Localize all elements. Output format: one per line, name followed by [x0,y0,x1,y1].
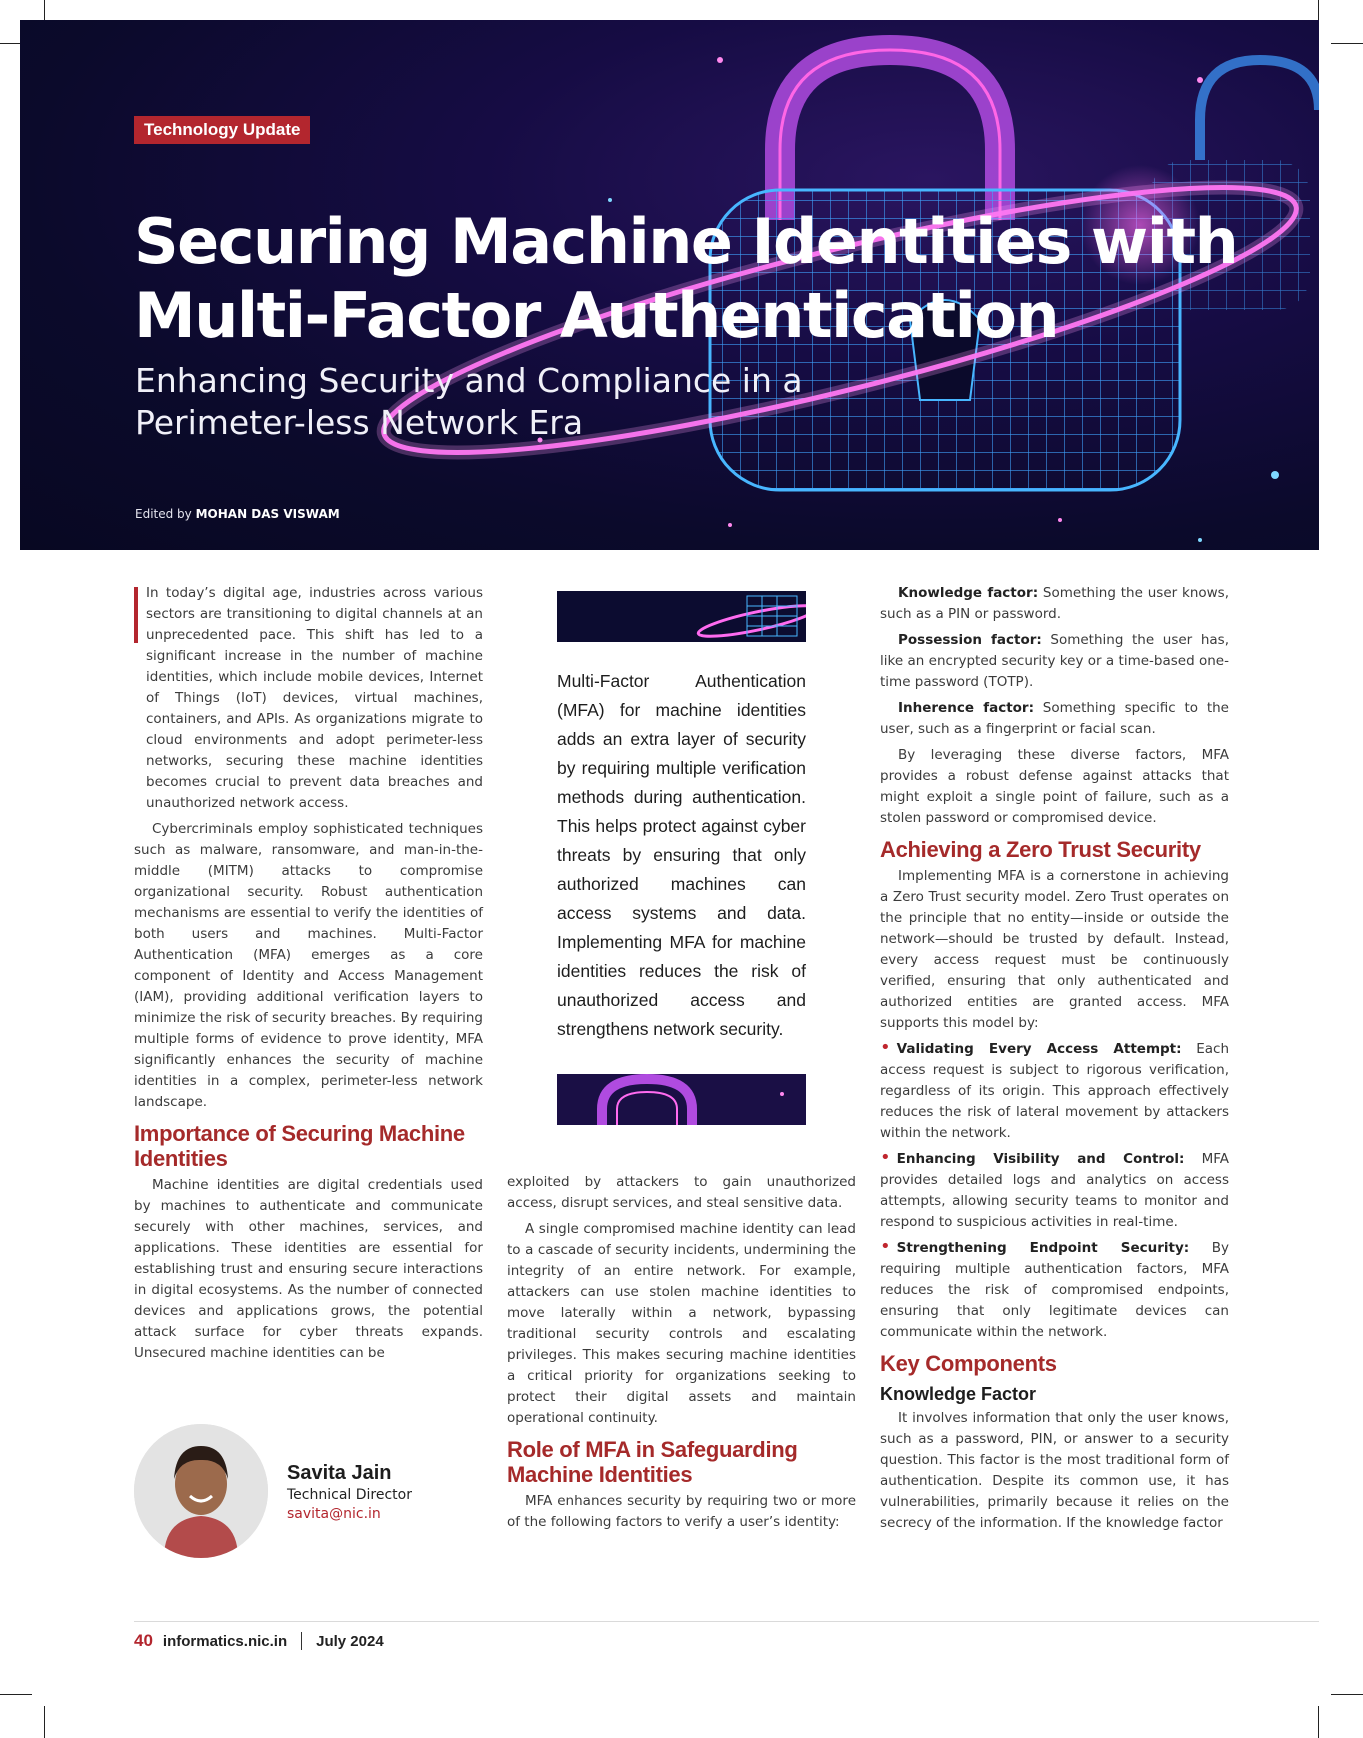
author-role: Technical Director [287,1487,412,1503]
paragraph: exploited by attackers to gain unauthorized access, disrupt services, and steal sensitive data. [507,1174,856,1211]
column-1 [134,583,483,1369]
issue-date: July 2024 [316,1633,384,1650]
hero-banner [20,20,1319,550]
page-subtitle: Enhancing Security and Compliance in a Perimeter-less Network Era [135,361,803,442]
paragraph: By leveraging these diverse factors, MFA provides a robust defense against attacks that might exploit a single point of failure, such as a stolen password or compromised device. [880,747,1229,826]
bullet-item: • Validating Every Access Attempt: Each access request is subject to rigorous verification, regardless of its origin. This approach effectively reduces the risk of lateral movement by attackers within the network. [880,1037,1229,1141]
dropcap-bar [134,587,138,643]
factor-knowledge: Knowledge factor: Something the user knows, such as a PIN or password. [880,585,1229,622]
paragraph: It involves information that only the user knows, such as a password, PIN, or answer to a security question. This factor is the most traditional form of authentication. Despite its common use, it has vulnerabilities, primarily because it relies on the secrecy of the information. If the knowledge factor [880,1410,1229,1531]
paragraph: MFA enhances security by requiring two or more of the following factors to verify a user’s identity: [507,1493,856,1530]
paragraph: Cybercriminals employ sophisticated techniques such as malware, ransomware, and man-in-the-middle (MITM) attacks to compromise organizational security. Robust authentication mechanisms are essential to verify the identities of both users and machines. Multi-Factor Authentication (MFA) emerges as a core component of Identity and Access Management (IAM), providing additional verification layers to minimize the risk of security breaches. By requiring multiple forms of evidence to prove identity, MFA significantly enhances the security of machine identities in a complex, perimeter-less network landscape. [134,821,483,1110]
bullet-icon: • [880,1147,891,1168]
section-heading-key-components: Key Components [880,1351,1057,1376]
footer-divider [134,1621,1319,1622]
paragraph: Implementing MFA is a cornerstone in achieving a Zero Trust security model. Zero Trust operates on the principle that no entity—inside or outside the network—should be trusted by default. Instead, every access request must be continuously verified, ensuring that only authenticated and authorized entities are granted access. MFA supports this model by: [880,868,1229,1031]
pull-quote: Multi-Factor Authentication (MFA) for machine identities adds an extra layer of security by requiring multiple verification methods during authentication. This helps protect against cyber threats by ensuring that only authorized machines can access systems and data. Implementing MFA for machine identities reduces the risk of unauthorized access and strengthens network security. [557,671,806,1039]
avatar [134,1424,268,1558]
edited-by-label: Edited by [135,507,192,521]
paragraph: A single compromised machine identity can lead to a cascade of security incidents, undermining the integrity of an entire network. For example, attackers can use stolen machine identities to move laterally within a network, bypassing traditional security controls and escalating privileges. This makes securing machine identities a critical priority for organizations seeking to protect their digital assets and maintain operational continuity. [507,1221,856,1426]
page-number: 40 [134,1631,153,1650]
bullet-icon: • [880,1236,891,1257]
dropcap-letter: I [146,585,150,601]
section-heading-role: Role of MFA in Safeguarding Machine Identities [507,1437,798,1487]
editor-credit [135,507,340,521]
editor-name: MOHAN DAS VISWAM [195,507,340,521]
crop-mark [1331,1694,1363,1695]
bullet-item: • Enhancing Visibility and Control: MFA provides detailed logs and analytics on access attempts, allowing security teams to monitor and respond to suspicious activities in real-time. [880,1147,1229,1230]
column-3 [880,583,1229,1539]
crop-mark [44,1706,45,1738]
paragraph: Machine identities are digital credentials used by machines to authenticate and communicate securely with other machines, services, and applications. These identities are essential for establishing trust and ensuring secure interactions in digital ecosystems. As the number of connected devices and applications grows, the potential attack surface for cyber threats expands. Unsecured machine identities can be [134,1177,483,1361]
crop-mark [0,1694,32,1695]
author-email-link[interactable]: savita@nic.in [287,1506,381,1522]
subheading-knowledge-factor: Knowledge Factor [880,1384,1037,1404]
footer-site-link[interactable]: informatics.nic.in [162,1633,288,1650]
crop-mark [1331,43,1363,44]
section-tag: Technology Update [134,116,310,144]
page-footer [134,1631,384,1651]
intro-paragraph: In today’s digital age, industries across various sectors are transitioning to digital channels at an unprecedented pace. This shift has led to a significant increase in the number of machine identities, which include mobile devices, Internet of Things (IoT) devices, virtual machines, containers, and APIs. As organizations migrate to cloud environments and adopt perimeter-less networks, securing these machine identities becomes crucial to prevent data breaches and unauthorized network access. [134,583,483,814]
section-heading-importance: Importance of Securing Machine Identities [134,1121,465,1171]
pullquote-image-top [557,591,806,642]
section-heading-zero-trust: Achieving a Zero Trust Security [880,837,1201,862]
pullquote-image-bottom [557,1074,806,1125]
crop-mark [1318,1706,1319,1738]
author-name: Savita Jain [287,1462,392,1484]
bullet-item: • Strengthening Endpoint Security: By requiring multiple authentication factors, MFA reduces the risk of compromised endpoints, ensuring that only legitimate devices can communicate within the network. [880,1236,1230,1340]
bullet-icon: • [880,1037,891,1058]
factor-possession: Possession factor: Something the user has, like an encrypted security key or a time-based one-time password (TOTP). [880,632,1229,690]
column-2 [507,1172,856,1538]
footer-separator [301,1632,302,1650]
page-title: Securing Machine Identities with Multi-Factor Authentication [134,205,1238,352]
factor-inherence: Inherence factor: Something specific to the user, such as a fingerprint or facial scan. [880,700,1229,737]
